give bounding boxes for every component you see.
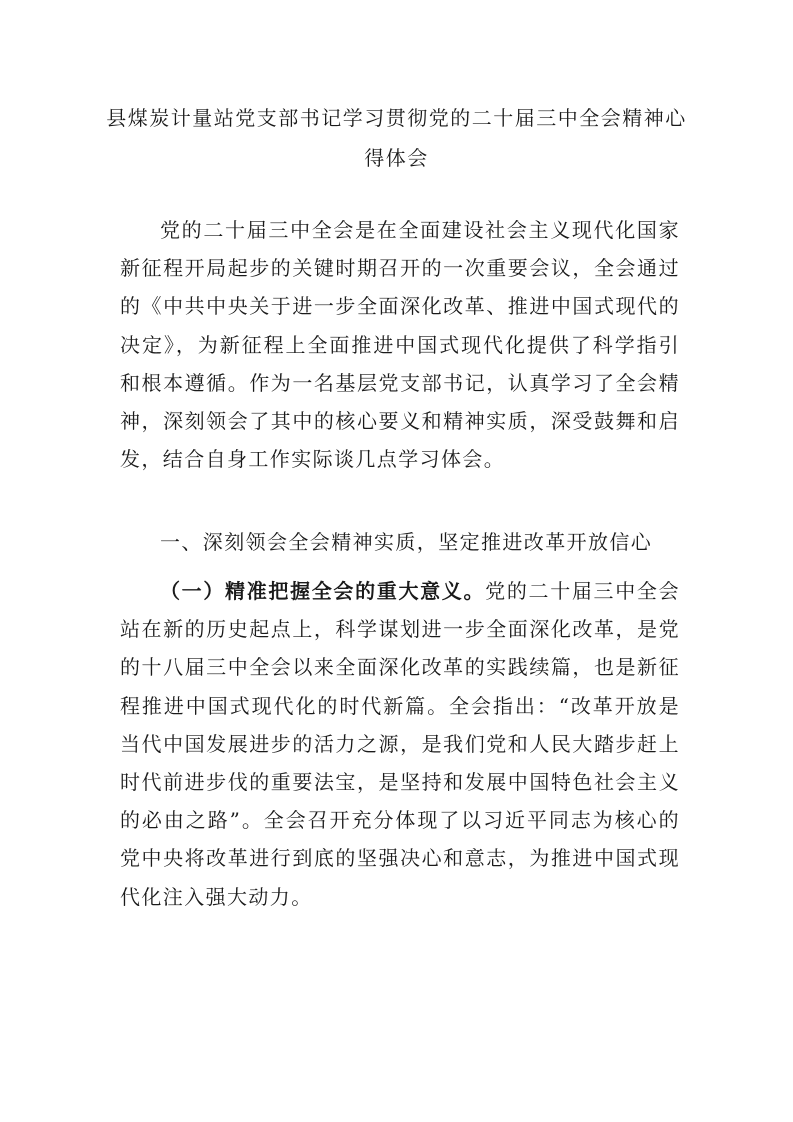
section-heading: 一、深刻领会全会精神实质，坚定推进改革开放信心 (160, 530, 653, 554)
intro-paragraph: 党的二十届三中全会是在全面建设社会主义现代化国家新征程开局起步的关键时期召开的一次重要会议，全会通过的《中共中央关于进一步全面深化改革、推进中国式现代的决定》，为新征程上全面推进中国式现代化提供了科学指引和根本遵循。作为一名基层党支部书记，认真学习了全会精神，深刻领会了其中的核心要义和精神实质，深受鼓舞和启发，结合自身工作实际谈几点学习体会。 (120, 218, 680, 472)
subsection-paragraph (120, 572, 680, 916)
subsection-lead: （一）精准把握全会的重大意义。 (160, 579, 486, 603)
subsection-body: 党的二十届三中全会站在新的历史起点上，科学谋划进一步全面深化改革，是党的十八届三中全会以来全面深化改革的实践续篇，也是新征程推进中国式现代化的时代新篇。全会指出：“改革开放是当代中国发展进步的活力之源，是我们党和人民大踏步赶上时代前进步伐的重要法宝，是坚持和发展中国特色社会主义的必由之路”。全会召开充分体现了以习近平同志为核心的党中央将改革进行到底的坚强决心和意志，为推进中国式现代化注入强大动力。 (120, 579, 680, 909)
document-title: 县煤炭计量站党支部书记学习贯彻党的二十届三中全会精神心得体会 (106, 106, 687, 170)
